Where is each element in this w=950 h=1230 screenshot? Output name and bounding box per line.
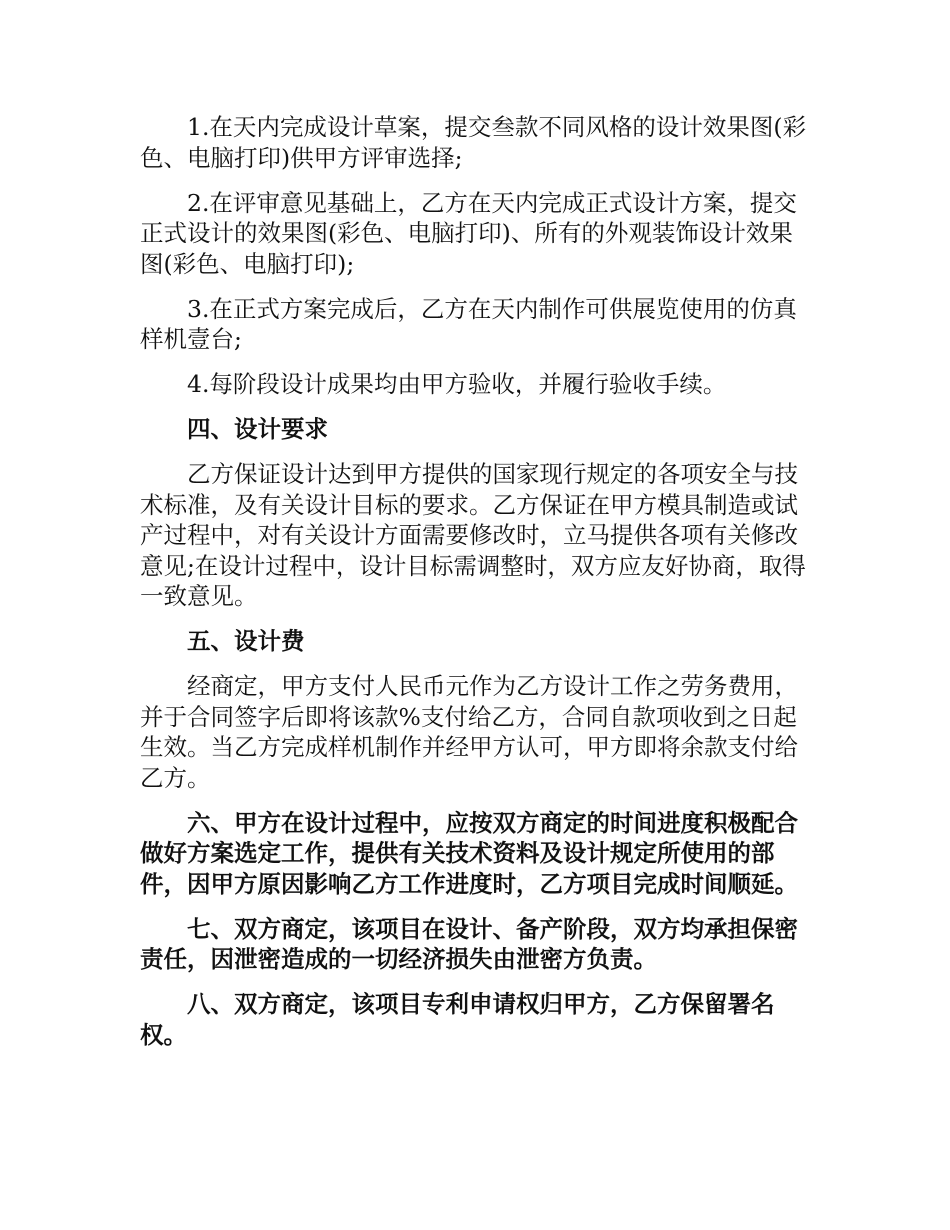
section-5-body: 经商定，甲方支付人民币元作为乙方设计工作之劳务费用，并于合同签字后即将该款%支付给乙方，合同自款项收到之日起生效。当乙方完成样机制作并经甲方认可，甲方即将余款支付给乙方。: [140, 672, 798, 792]
section-4-body: 乙方保证设计达到甲方提供的国家现行规定的各项安全与技术标准，及有关设计目标的要求。乙方保证在甲方模具制造或试产过程中，对有关设计方面需要修改时，立马提供各项有关修改意见;在设计过程中，设计目标需调整时，双方应友好协商，取得一致意见。: [140, 460, 806, 610]
contract-page: [140, 112, 816, 1065]
item-3: 3.在正式方案完成后，乙方在天内制作可供展览使用的仿真样机壹台;: [140, 294, 797, 353]
section-4-heading: 四、设计要求: [187, 415, 328, 443]
section-6-clause: 六、甲方在设计过程中，应按双方商定的时间进度积极配合做好方案选定工作，提供有关技术资料及设计规定所使用的部件，因甲方原因影响乙方工作进度时，乙方项目完成时间顺延。: [140, 808, 798, 898]
section-7-clause: 七、双方商定，该项目在设计、备产阶段，双方均承担保密责任，因泄密造成的一切经济损失由泄密方负责。: [140, 914, 798, 973]
item-2: 2.在评审意见基础上，乙方在天内完成正式设计方案，提交正式设计的效果图(彩色、电脑打印)、所有的外观装饰设计效果图(彩色、电脑打印);: [140, 188, 797, 278]
item-4: 4.每阶段设计成果均由甲方验收，并履行验收手续。: [187, 370, 727, 398]
section-8-clause: 八、双方商定，该项目专利申请权归甲方，乙方保留署名权。: [140, 990, 775, 1049]
section-5-heading: 五、设计费: [187, 627, 305, 655]
item-1: 1.在天内完成设计草案，提交叁款不同风格的设计效果图(彩色、电脑打印)供甲方评审选择;: [140, 113, 807, 172]
